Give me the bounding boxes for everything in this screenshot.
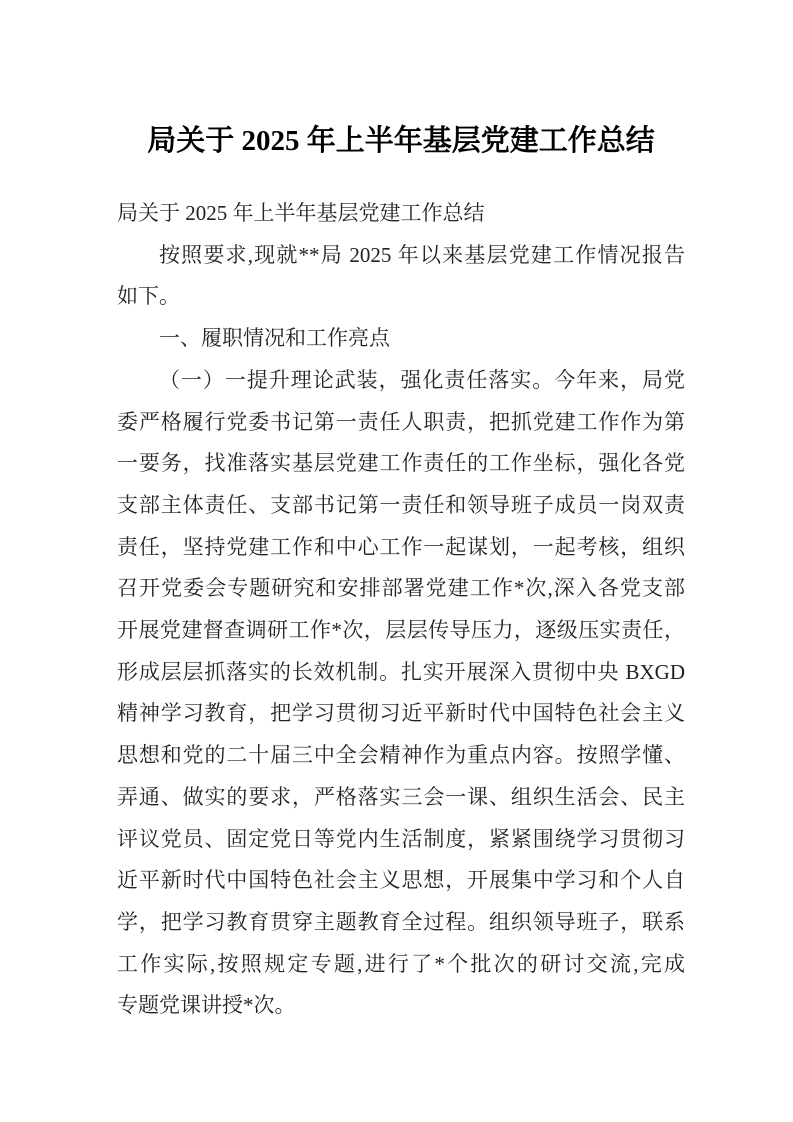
text-line: （一）一提升理论武装，强化责任落实。今年来，局党 <box>159 367 685 392</box>
text-line: 精神学习教育，把学习贯彻习近平新时代中国特色社会主义 <box>117 701 685 726</box>
text-line: 近平新时代中国特色社会主义思想，开展集中学习和个人自 <box>117 868 685 893</box>
text-line: 一要务，找准落实基层党建工作责任的工作坐标，强化各党 <box>117 451 685 476</box>
text-line: 召开党委会专题研究和安排部署党建工作*次,深入各党支部 <box>117 576 685 601</box>
text-line: 形成层层抓落实的长效机制。扎实开展深入贯彻中央 BXGD <box>117 659 685 684</box>
text-line: 如下。 <box>117 284 180 309</box>
text-line: 局关于 2025 年上半年基层党建工作总结 <box>117 201 485 225</box>
text-line: 责任，坚持党建工作和中心工作一起谋划，一起考核，组织 <box>117 534 685 559</box>
text-line: 专题党课讲授*次。 <box>117 993 296 1018</box>
text-line: 工作实际,按照规定专题,进行了*个批次的研讨交流,完成 <box>117 951 685 976</box>
text-line: 开展党建督查调研工作*次，层层传导压力，逐级压实责任， <box>117 618 685 643</box>
text-line: 支部主体责任、支部书记第一责任和领导班子成员一岗双责 <box>117 492 685 517</box>
text-line: 弄通、做实的要求，严格落实三会一课、组织生活会、民主 <box>117 784 685 809</box>
document-title: 局关于 2025 年上半年基层党建工作总结 <box>147 125 655 157</box>
document-body <box>0 165 793 1027</box>
text-line: 委严格履行党委书记第一责任人职责，把抓党建工作作为第 <box>117 409 685 434</box>
text-line: 学，把学习教育贯穿主题教育全过程。组织领导班子，联系 <box>117 909 685 934</box>
text-line: 思想和党的二十届三中全会精神作为重点内容。按照学懂、 <box>117 743 685 768</box>
text-line: 按照要求,现就**局 2025 年以来基层党建工作情况报告 <box>159 242 685 267</box>
text-line: 一、履职情况和工作亮点 <box>159 326 390 351</box>
text-line: 评议党员、固定党日等党内生活制度，紧紧围绕学习贯彻习 <box>117 826 685 851</box>
